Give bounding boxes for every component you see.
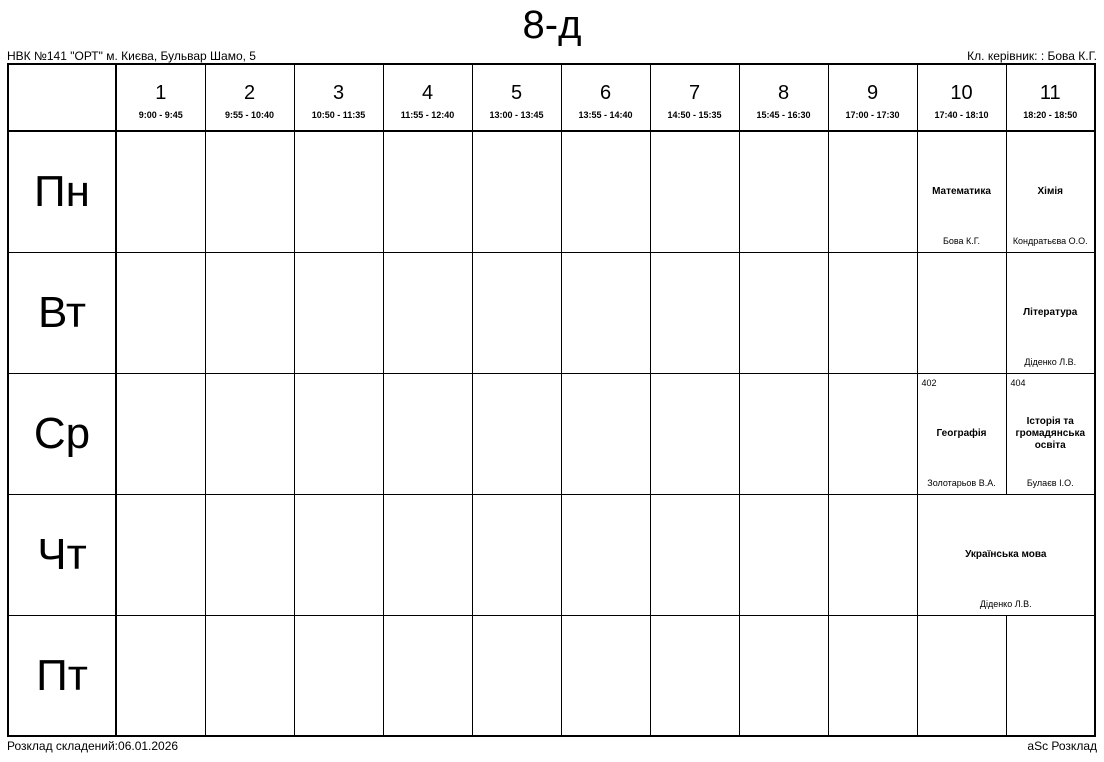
day-label: Пт [8, 616, 116, 737]
period-number: 5 [510, 82, 523, 104]
period-header [1006, 64, 1095, 131]
lesson-teacher: Бова К.Г. [942, 236, 981, 246]
empty-slot [205, 374, 294, 495]
lesson-subject: Хімія [1037, 186, 1063, 197]
empty-slot [472, 253, 561, 374]
period-time: 10:50 - 11:35 [311, 110, 366, 120]
period-header [205, 64, 294, 131]
empty-slot [294, 131, 383, 253]
generated-date: Розклад складений:06.01.2026 [7, 739, 179, 753]
lesson-room: 404 [1010, 378, 1026, 388]
period-number: 1 [155, 82, 167, 104]
period-time: 13:55 - 14:40 [578, 110, 633, 120]
period-header [294, 64, 383, 131]
period-time: 9:00 - 9:45 [138, 110, 183, 120]
period-header-row [8, 64, 1095, 131]
empty-slot [561, 616, 650, 737]
empty-slot [383, 374, 472, 495]
day-row-mon [8, 131, 1095, 253]
day-row-thu [8, 495, 1095, 616]
empty-slot [739, 495, 828, 616]
empty-slot [205, 253, 294, 374]
empty-slot [205, 495, 294, 616]
empty-slot [472, 374, 561, 495]
software-credit: aSc Розклад [1027, 739, 1097, 753]
empty-slot [116, 253, 205, 374]
corner-cell [8, 64, 116, 131]
empty-slot [205, 616, 294, 737]
day-row-fri [8, 616, 1095, 737]
empty-slot [116, 495, 205, 616]
period-number: 2 [243, 82, 256, 104]
period-time: 15:45 - 16:30 [756, 110, 811, 120]
period-time: 13:00 - 13:45 [489, 110, 544, 120]
period-time: 17:40 - 18:10 [934, 110, 989, 120]
period-header [561, 64, 650, 131]
empty-slot [116, 374, 205, 495]
school-name: НВК №141 "ОРТ" м. Києва, Бульвар Шамо, 5 [7, 49, 256, 63]
empty-slot [383, 495, 472, 616]
period-time: 18:20 - 18:50 [1023, 110, 1078, 120]
lesson-subject: Математика [932, 186, 991, 197]
day-row-tue [8, 253, 1095, 374]
empty-slot [294, 616, 383, 737]
period-header [650, 64, 739, 131]
empty-slot [828, 374, 917, 495]
day-label: Чт [8, 495, 116, 616]
lesson-subject: Література [1023, 307, 1078, 318]
empty-slot [917, 253, 1006, 374]
period-header [917, 64, 1006, 131]
day-label: Ср [8, 374, 116, 495]
period-number: 8 [777, 82, 790, 104]
day-label: Пн [8, 131, 116, 253]
period-number: 7 [688, 82, 701, 104]
empty-slot [294, 374, 383, 495]
empty-slot [739, 616, 828, 737]
lesson-room: 402 [921, 378, 937, 388]
empty-slot [650, 616, 739, 737]
empty-slot [294, 495, 383, 616]
empty-slot [739, 253, 828, 374]
empty-slot [739, 131, 828, 253]
period-header [383, 64, 472, 131]
empty-slot [1006, 616, 1095, 737]
lesson-subject: Географія [936, 428, 987, 439]
period-number: 6 [599, 82, 612, 104]
lesson-subject: Історія та громадянська освіта [1015, 416, 1086, 451]
empty-slot [294, 253, 383, 374]
empty-slot [650, 495, 739, 616]
empty-slot [828, 131, 917, 253]
class-teacher: Кл. керівник: : Бова К.Г. [967, 49, 1097, 63]
lesson-teacher: Кондратьєва О.О. [1012, 236, 1088, 246]
empty-slot [650, 374, 739, 495]
lesson-teacher: Діденко Л.В. [979, 599, 1032, 609]
empty-slot [472, 616, 561, 737]
empty-slot [917, 616, 1006, 737]
empty-slot [383, 131, 472, 253]
period-time: 9:55 - 10:40 [224, 110, 275, 120]
period-number: 3 [332, 82, 345, 104]
empty-slot [116, 616, 205, 737]
lesson-cell-double [917, 495, 1095, 616]
lesson-subject: Українська мова [965, 549, 1047, 560]
period-time: 14:50 - 15:35 [667, 110, 722, 120]
empty-slot [383, 253, 472, 374]
lesson-cell [917, 374, 1006, 495]
period-number: 10 [950, 82, 973, 104]
empty-slot [828, 495, 917, 616]
day-row-wed [8, 374, 1095, 495]
period-number: 11 [1039, 82, 1061, 104]
period-time: 17:00 - 17:30 [845, 110, 900, 120]
period-number: 4 [421, 82, 434, 104]
empty-slot [205, 131, 294, 253]
period-number: 9 [866, 82, 879, 104]
empty-slot [650, 253, 739, 374]
class-title: 8-д [522, 3, 582, 47]
empty-slot [561, 374, 650, 495]
lesson-cell [1006, 253, 1095, 374]
empty-slot [828, 253, 917, 374]
period-header [116, 64, 205, 131]
lesson-cell [917, 131, 1006, 253]
empty-slot [472, 131, 561, 253]
empty-slot [561, 131, 650, 253]
day-label: Вт [8, 253, 116, 374]
period-header [828, 64, 917, 131]
empty-slot [828, 616, 917, 737]
period-header [739, 64, 828, 131]
lesson-teacher: Золотарьов В.А. [927, 478, 996, 488]
lesson-teacher: Діденко Л.В. [1024, 357, 1077, 367]
empty-slot [739, 374, 828, 495]
empty-slot [561, 495, 650, 616]
lesson-teacher: Булаєв І.О. [1026, 478, 1074, 488]
timetable [7, 63, 1096, 737]
period-header [472, 64, 561, 131]
empty-slot [561, 253, 650, 374]
period-time: 11:55 - 12:40 [400, 110, 455, 120]
empty-slot [116, 131, 205, 253]
lesson-cell [1006, 131, 1095, 253]
empty-slot [383, 616, 472, 737]
lesson-cell [1006, 374, 1095, 495]
empty-slot [472, 495, 561, 616]
empty-slot [650, 131, 739, 253]
